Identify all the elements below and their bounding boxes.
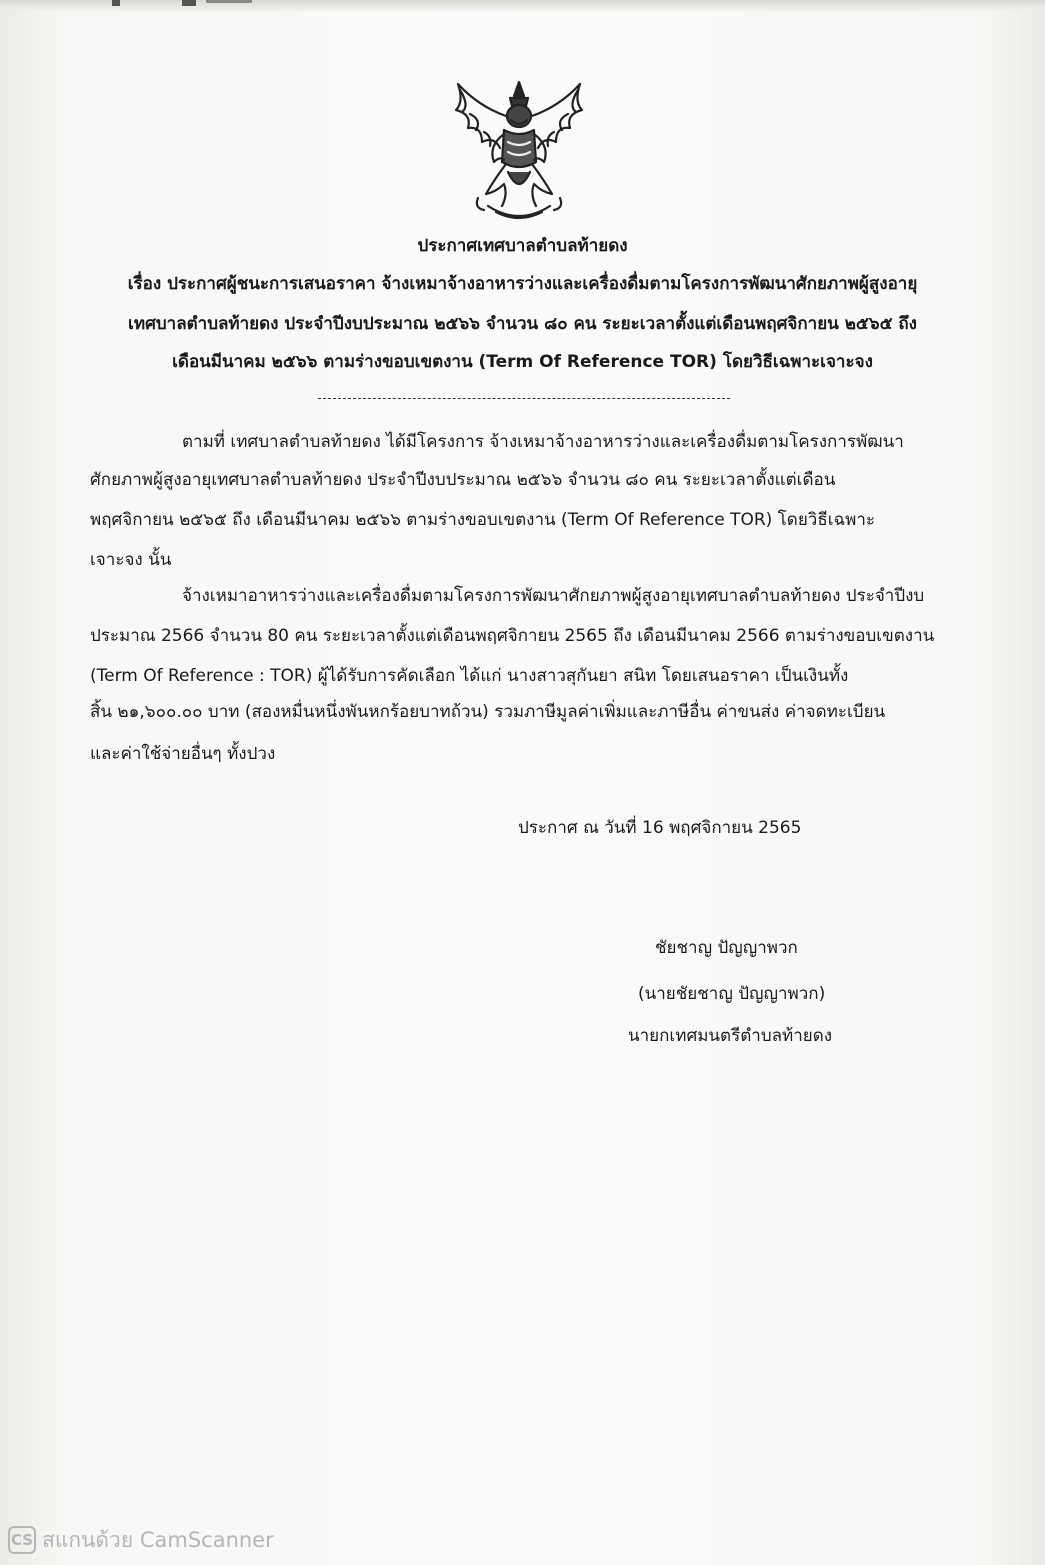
watermark-text: สแกนด้วย CamScanner <box>42 1527 274 1552</box>
paragraph1-line-1: ตามที่ เทศบาลตำบลท้ายดง ได้มีโครงการ จ้างเหมาจ้างอาหารว่างและเครื่องดื่มตามโครงการพัฒนา <box>182 432 904 452</box>
paragraph1-line-2: ศักยภาพผู้สูงอายุเทศบาลตำบลท้ายดง ประจำปีงบประมาณ ๒๕๖๖ จำนวน ๘๐ คน ระยะเวลาตั้งแต่เดือน <box>90 470 836 490</box>
subject-line-3: เดือนมีนาคม ๒๕๖๖ ตามร่างขอบเขตงาน (Term Of Reference TOR) โดยวิธีเฉพาะเจาะจง <box>172 352 873 372</box>
paragraph1-line-3: พฤศจิกายน ๒๕๖๕ ถึง เดือนมีนาคม ๒๕๖๖ ตามร่างขอบเขตงาน (Term Of Reference TOR) โดยวิธีเฉพาะ <box>90 510 875 530</box>
subject-line-1: เรื่อง ประกาศผู้ชนะการเสนอราคา จ้างเหมาจ้างอาหารว่างและเครื่องดื่มตามโครงการพัฒนาศักยภาพผู้สูงอายุ <box>127 274 918 294</box>
scan-artifact <box>112 0 120 6</box>
signature-name: ชัยชาญ ปัญญาพวก <box>655 938 798 958</box>
section-divider <box>318 398 730 399</box>
scan-top-edge <box>0 0 1045 12</box>
scan-artifact <box>182 0 196 6</box>
camscanner-logo-icon: CS <box>8 1526 36 1554</box>
paragraph2-line-1: จ้างเหมาอาหารว่างและเครื่องดื่มตามโครงการพัฒนาศักยภาพผู้สูงอายุเทศบาลตำบลท้ายดง ประจำปีงบ <box>182 586 925 606</box>
paragraph1-line-4: เจาะจง นั้น <box>90 550 172 570</box>
subject-line-2: เทศบาลตำบลท้ายดง ประจำปีงบประมาณ ๒๕๖๖ จำนวน ๘๐ คน ระยะเวลาตั้งแต่เดือนพฤศจิกายน ๒๕๖๕ ถึง <box>128 314 917 334</box>
paragraph2-line-4: สิ้น ๒๑,๖๐๐.๐๐ บาท (สองหมื่นหนึ่งพันหกร้อยบาทถ้วน) รวมภาษีมูลค่าเพิ่มและภาษีอื่น ค่าขนส่ง ค่าจดทะเบียน <box>90 702 886 722</box>
paragraph2-line-5: และค่าใช้จ่ายอื่นๆ ทั้งปวง <box>90 744 276 764</box>
signatory-position: นายกเทศมนตรีตำบลท้ายดง <box>628 1026 833 1046</box>
paragraph2-line-3: (Term Of Reference : TOR) ผู้ได้รับการคัดเลือก ได้แก่ นางสาวสุกันยา สนิท โดยเสนอราคา เป็นเงินทั้ง <box>90 666 849 686</box>
scan-artifact <box>206 0 252 3</box>
paragraph2-line-2: ประมาณ 2566 จำนวน 80 คน ระยะเวลาตั้งแต่เดือนพฤศจิกายน 2565 ถึง เดือนมีนาคม 2566 ตามร่างขอบเขตงาน <box>90 626 935 646</box>
signatory-full-name: (นายชัยชาญ ปัญญาพวก) <box>638 984 826 1004</box>
camscanner-watermark <box>8 1524 274 1556</box>
garuda-emblem-icon <box>448 76 590 228</box>
document-title: ประกาศเทศบาลตำบลท้ายดง <box>417 236 628 256</box>
announcement-date: ประกาศ ณ วันที่ 16 พฤศจิกายน 2565 <box>518 818 802 838</box>
